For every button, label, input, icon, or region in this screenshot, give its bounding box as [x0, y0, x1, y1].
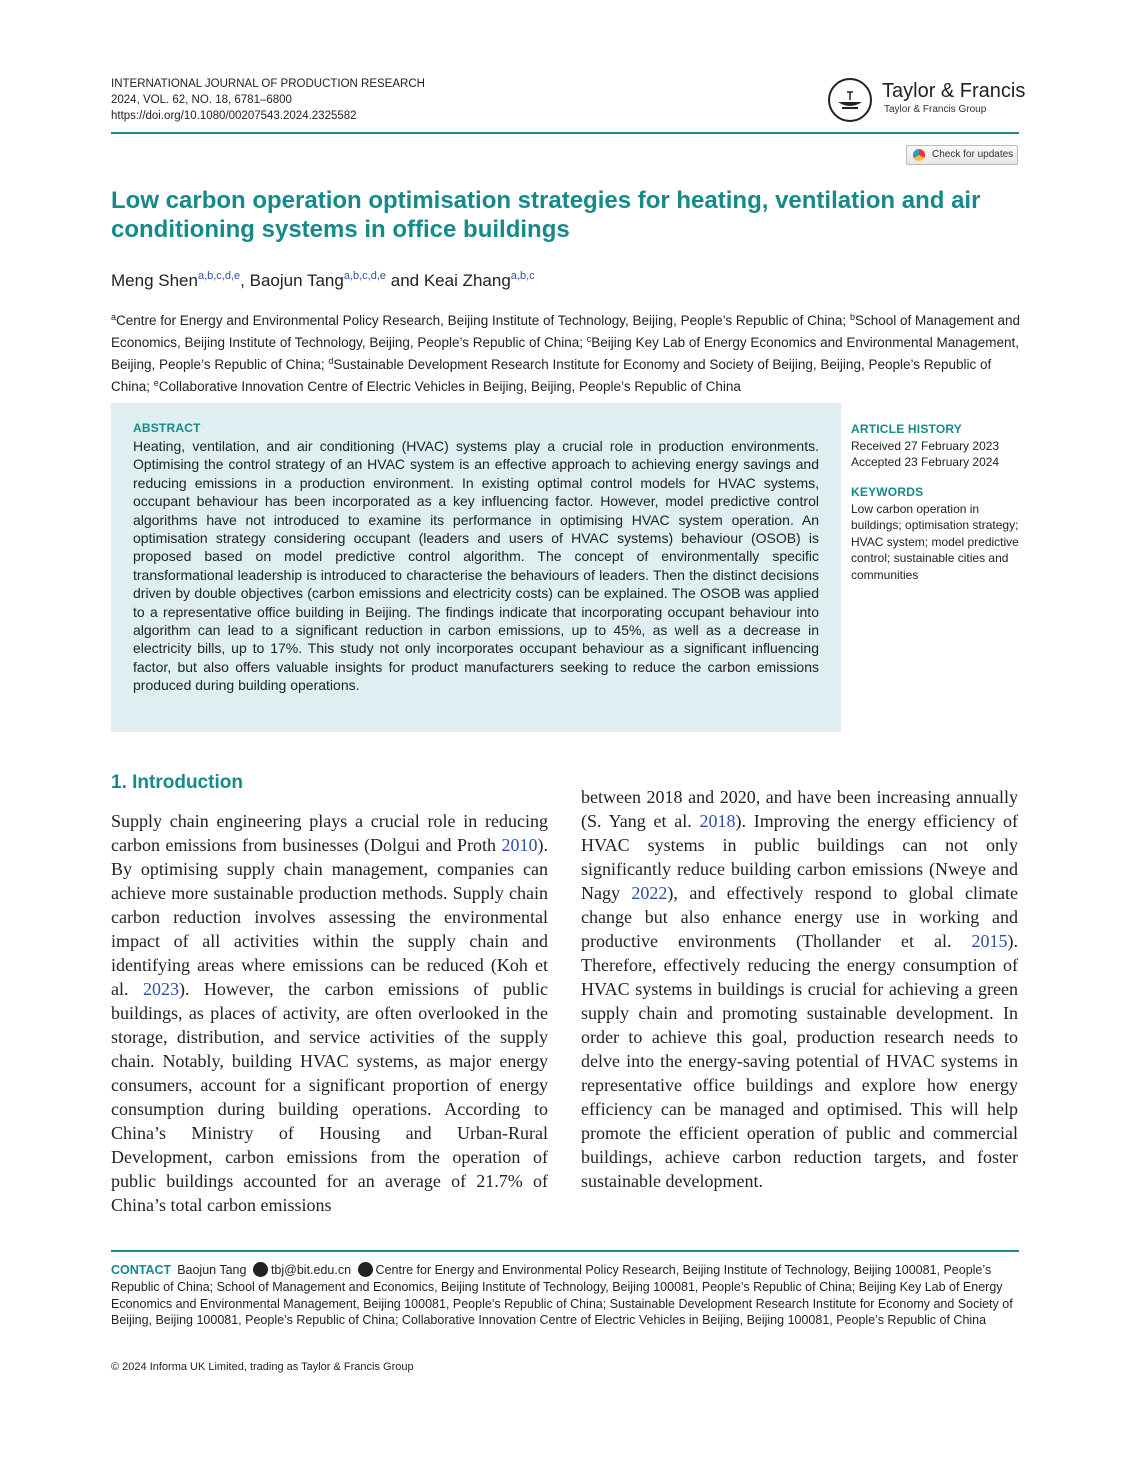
journal-header: [111, 76, 425, 124]
email-icon: [253, 1262, 268, 1277]
author-name: Keai Zhang: [423, 271, 511, 290]
body-text: ). Therefore, effectively reducing the energy consumption of HVAC systems in buildings is crucial for achieving a green supply chain and promoting sustainable development. In order to achieve this goal, production research needs to delve into the energy-saving potential of HVAC systems in representative office buildings and explore how energy efficiency can be managed and optimised. This will help promote the efficient operation of public and commercial buildings, achieve carbon reduction targets, and foster sustainable development.: [581, 931, 1018, 1191]
accepted-date: Accepted 23 February 2024: [851, 455, 1000, 469]
lamp-icon: [828, 78, 872, 122]
keywords-heading: KEYWORDS: [851, 485, 924, 499]
author-list: [111, 270, 535, 291]
affiliation-mark: c: [586, 334, 592, 344]
affiliation-mark: e: [153, 378, 159, 388]
abstract-text: Heating, ventilation, and air conditioning (HVAC) systems play a crucial role in production environments. Optimising the control strategy of an HVAC system is an effective approach to achieving energy savings and reducing emissions in a production environment. In existing optimal control models for HVAC systems, occupant behaviour has been incorporated as a key influencing factor. However, model predictive control algorithms have not introduced to examine its performance in optimising HVAC system operation. An optimisation strategy considering occupant (leaders and users of HVAC systems) behaviour (OSOB) is proposed based on model predictive control algorithm. The concept of environmentally specific transformational leadership is introduced to characterise the behaviours of leaders. Then the distinct decisions driven by double objectives (carbon emissions and electricity costs) can be explained. The OSOB was applied to a representative office building in Beijing. The findings indicate that incorporating occupant behaviour into algorithm can lead to a significant reduction in carbon emissions, up to 45%, as well as a decrease in electricity bills, up to 17%. This study not only incorporates occupant behaviour as a significant influencing factor, but also offers valuable insights for product manufacturers seeking to reduce the carbon emissions produced during building operations.: [133, 438, 819, 694]
contact-name: Baojun Tang: [177, 1263, 247, 1277]
citation-link[interactable]: 2018: [699, 811, 736, 831]
affiliation-text: Beijing Key Lab of Energy Economics and Environmental Management, Beijing, People’s Republic of China;: [111, 335, 1020, 372]
intro-column-left: [111, 809, 548, 1217]
contact-address: Centre for Energy and Environmental Policy Research, Beijing Institute of Technology, Beijing 100081, People’s Republic of China; School of Management and Economics, Beijing Institute of Technology, Beijing 100081, People’s Republic of China; Beijing Key Lab of Energy Economics and Environmental Management, Beijing 100081, People’s Republic of China; Sustainable Development Research Institute for Economy and Society of Beijing, Beijing 100081, People’s Republic of China; Collaborative Innovation Centre of Electric Vehicles in Beijing, Beijing 100081, People’s Republic of China: [111, 1263, 1013, 1328]
affiliation-text: School of Management and Economics, Beijing Institute of Technology, Beijing, People’s Republic of China;: [111, 313, 1021, 350]
keywords: [851, 484, 1021, 583]
check-updates-button[interactable]: [906, 145, 1018, 165]
author-separator: ,: [240, 271, 250, 290]
body-text: between 2018 and 2020, and have been increasing annually (S. Yang et al.: [581, 787, 1018, 831]
contact-heading: CONTACT: [111, 1263, 172, 1277]
publisher-group: Taylor & Francis Group: [884, 104, 987, 115]
author-name: Meng Shen: [111, 271, 198, 290]
abstract-heading: ABSTRACT: [133, 421, 201, 435]
body-text: ), and effectively respond to global climate change but also enhance energy use in working and productive environments (Thollander et al.: [581, 883, 1018, 951]
received-date: Received 27 February 2023: [851, 438, 1000, 453]
journal-doi[interactable]: https://doi.org/10.1080/00207543.2024.2325582: [111, 110, 357, 122]
keywords-text: Low carbon operation in buildings; optimisation strategy; HVAC system; model predictive control; sustainable cities and communities: [851, 501, 1019, 582]
affiliations: [111, 308, 1021, 396]
body-text: ). However, the carbon emissions of public buildings, as places of activity, are often overlooked in the storage, distribution, and service activities of the supply chain. Notably, building HVAC systems, as major energy consumers, account for a significant proportion of energy consumption during building operations. According to China’s Ministry of Housing and Urban-Rural Development, carbon emissions from the operation of public buildings accounted for an average of 21.7% of China’s total carbon emissions: [111, 979, 548, 1215]
crossmark-icon: [913, 149, 925, 161]
affiliation-text: Centre for Energy and Environmental Policy Research, Beijing Institute of Technology, Beijing, People’s Republic of China;: [116, 313, 850, 328]
intro-column-right: [581, 785, 1018, 1193]
author-affiliation-marks: a,b,c,d,e: [343, 270, 387, 282]
check-updates-label: Check for updates: [932, 149, 1014, 160]
journal-name: INTERNATIONAL JOURNAL OF PRODUCTION RESEARCH: [111, 78, 425, 90]
author-name: Baojun Tang: [249, 271, 344, 290]
article-history: [851, 421, 1021, 471]
footer-rule: [111, 1250, 1019, 1252]
address-icon: [358, 1262, 373, 1277]
header-rule: [111, 132, 1019, 134]
citation-link[interactable]: 2023: [142, 979, 179, 999]
body-text: ). By optimising supply chain management, companies can achieve more sustainable production methods. Supply chain carbon reduction involves assessing the environmental impact of all activities within the supply chain and identifying areas where emissions can be reduced (Koh et al.: [111, 835, 548, 999]
journal-volume: 2024, VOL. 62, NO. 18, 6781–6800: [111, 94, 292, 106]
affiliation-mark: a: [111, 312, 117, 322]
body-text: Supply chain engineering plays a crucial role in reducing carbon emissions from businesses (Dolgui and Proth: [111, 811, 548, 855]
article-title: Low carbon operation optimisation strategies for heating, ventilation and air conditioning systems in office buildings: [111, 187, 981, 243]
publisher-logo: [828, 76, 1028, 126]
affiliation-text: Sustainable Development Research Institute for Economy and Society of Beijing, Beijing, People’s Republic of China;: [111, 357, 992, 394]
copyright: © 2024 Informa UK Limited, trading as Taylor & Francis Group: [111, 1361, 414, 1373]
body-text: ). Improving the energy efficiency of HVAC systems in public buildings can not only significantly reduce building carbon emissions (Nweye and Nagy: [581, 811, 1018, 903]
publisher-brand: Taylor & Francis: [882, 80, 1026, 102]
citation-link[interactable]: 2015: [971, 931, 1008, 951]
affiliation-mark: b: [849, 312, 855, 322]
citation-link[interactable]: 2010: [501, 835, 538, 855]
contact-email[interactable]: tbj@bit.edu.cn: [270, 1263, 352, 1277]
author-separator: and: [386, 271, 424, 290]
author-affiliation-marks: a,b,c,d,e: [197, 270, 241, 282]
author-affiliation-marks: a,b,c: [510, 270, 535, 282]
affiliation-mark: d: [328, 356, 334, 366]
citation-link[interactable]: 2022: [631, 883, 668, 903]
contact-note: [111, 1262, 1021, 1329]
affiliation-text: Collaborative Innovation Centre of Electric Vehicles in Beijing, Beijing, People’s Republic of China: [158, 379, 741, 394]
section-heading-introduction: 1. Introduction: [111, 772, 243, 793]
article-history-heading: ARTICLE HISTORY: [851, 422, 963, 436]
